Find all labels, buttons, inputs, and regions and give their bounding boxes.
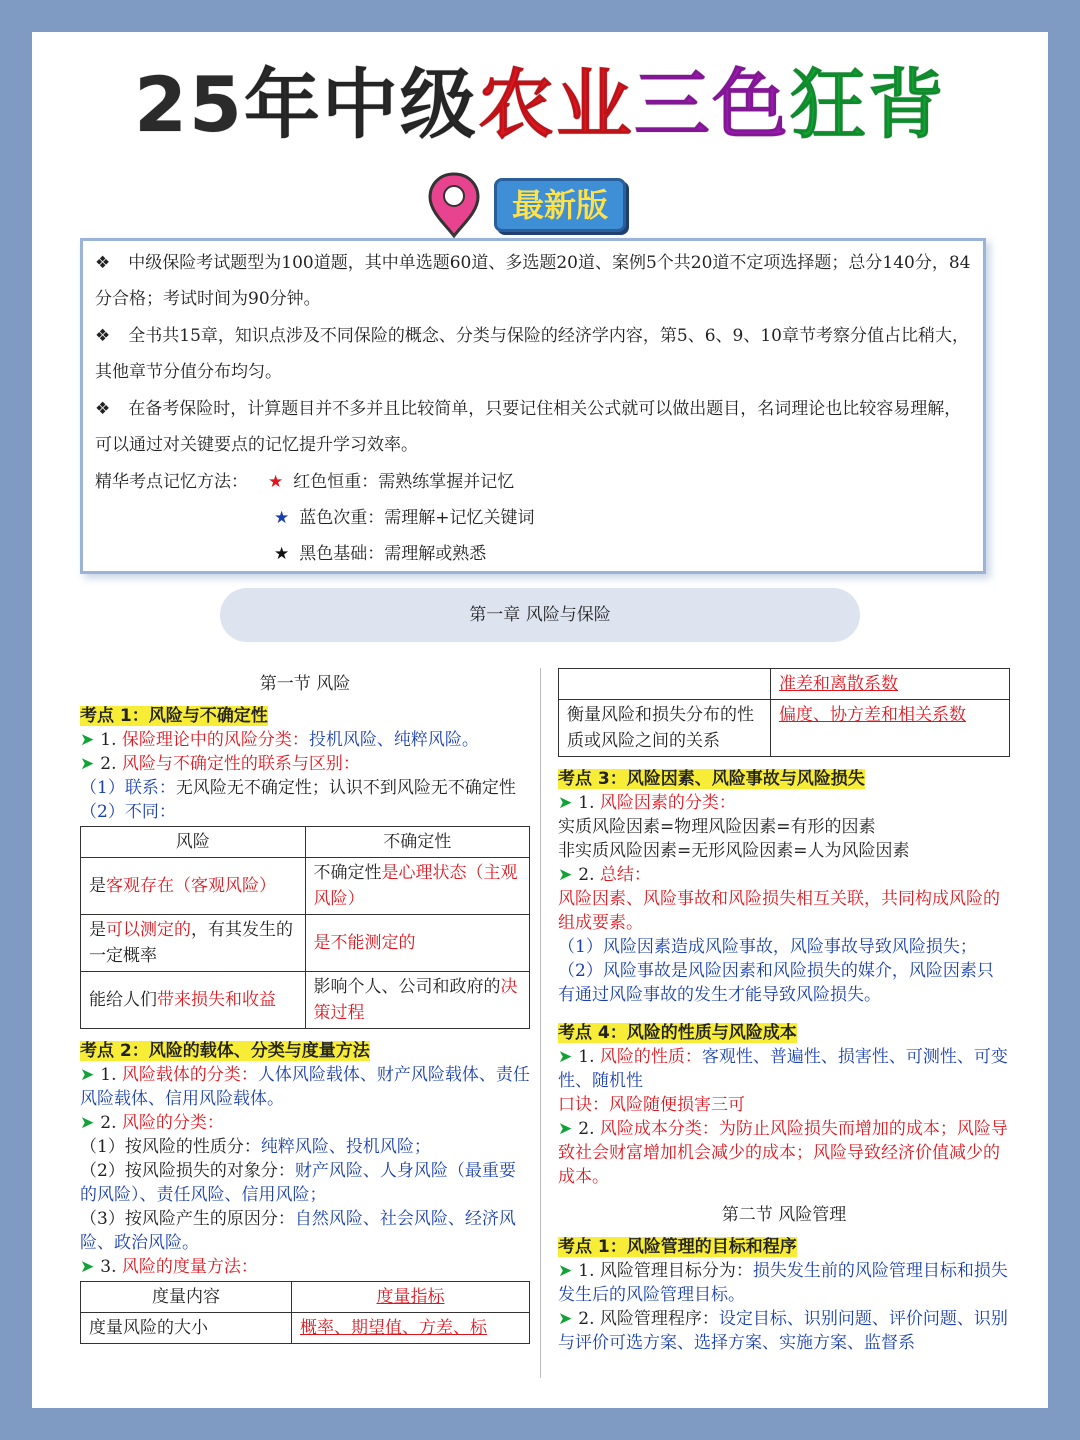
list-item: ➤ 2. 总结： — [558, 865, 651, 885]
table-cell: 影响个人、公司和政府的决策过程 — [305, 972, 530, 1029]
table-header: 度量指标 — [292, 1282, 530, 1313]
page-title — [32, 60, 1048, 150]
table-cell: 度量风险的大小 — [81, 1313, 292, 1344]
list-item: ➤ 2. 风险的分类： — [80, 1113, 224, 1133]
table-cell: 是不能测定的 — [305, 915, 530, 972]
arrow-bullet-icon: ➤ — [80, 1257, 95, 1277]
list-item: ➤ 1. 风险的性质：客观性、普遍性、损害性、可测性、可变性、随机性 — [558, 1047, 1008, 1091]
table-header: 度量内容 — [81, 1282, 292, 1313]
arrow-bullet-icon: ➤ — [558, 1047, 573, 1067]
column-divider — [540, 668, 541, 1378]
list-item: 非实质风险因素=无形风险因素=人为风险因素 — [558, 841, 910, 861]
table-row — [81, 972, 530, 1029]
list-item: ➤ 3. 风险的度量方法： — [80, 1257, 258, 1277]
arrow-bullet-icon: ➤ — [558, 1309, 573, 1329]
memory-method-row-1: 精华考点记忆方法： ★ 红色恒重：需熟练掌握并记忆 — [95, 472, 515, 492]
list-item: 实质风险因素=物理风险因素=有形的因素 — [558, 817, 876, 837]
table-cell: 是客观存在（客观风险） — [81, 858, 306, 915]
table-row — [81, 1282, 530, 1313]
arrow-bullet-icon: ➤ — [80, 1113, 95, 1133]
table-cell: 准差和离散系数 — [770, 669, 1009, 700]
table-row — [81, 858, 530, 915]
left-column — [80, 668, 530, 1350]
right-column — [558, 668, 1010, 1355]
title-part-1: 25年中级 — [134, 60, 478, 149]
list-item: ➤ 2. 风险管理程序：设定目标、识别问题、评价问题、识别与评价可选方案、选择方案、实施方案、监督系 — [558, 1309, 1008, 1353]
arrow-bullet-icon: ➤ — [80, 754, 95, 774]
list-item: ➤ 2. 风险与不确定性的联系与区别： — [80, 754, 360, 774]
location-pin-icon — [424, 170, 484, 240]
diamond-bullet-icon: ❖ — [95, 326, 111, 346]
keypoint-heading: 考点 1：风险管理的目标和程序 — [558, 1237, 797, 1257]
list-item: （1）风险因素造成风险事故，风险事故导致风险损失； — [558, 937, 977, 957]
red-star-icon: ★ — [268, 472, 284, 492]
list-item: 口诀：风险随便损害三可 — [558, 1095, 745, 1115]
table-row — [559, 700, 1010, 757]
memory-method-row-3: ★ 黑色基础：需理解或熟悉 — [274, 544, 487, 564]
diamond-bullet-icon: ❖ — [95, 399, 111, 419]
list-item: ➤ 1. 保险理论中的风险分类：投机风险、纯粹风险。 — [80, 730, 479, 750]
arrow-bullet-icon: ➤ — [558, 1119, 573, 1139]
arrow-bullet-icon: ➤ — [558, 1261, 573, 1281]
list-item: （3）按风险产生的原因分：自然风险、社会风险、经济风险、政治风险。 — [80, 1209, 516, 1253]
table-row — [81, 915, 530, 972]
blue-star-icon: ★ — [274, 508, 290, 528]
table-header: 不确定性 — [305, 827, 530, 858]
badge-row — [32, 170, 1048, 240]
risk-measurement-table-continued — [558, 668, 1010, 757]
list-item: ➤ 1. 风险载体的分类：人体风险载体、财产风险载体、责任风险载体、信用风险载体。 — [80, 1065, 530, 1109]
keypoint-heading: 考点 4：风险的性质与风险成本 — [558, 1023, 797, 1043]
list-item: （2）风险事故是风险因素和风险损失的媒介，风险因素只有通过风险事故的发生才能导致风险损失。 — [558, 961, 994, 1005]
table-row — [559, 669, 1010, 700]
memory-method-row-2: ★ 蓝色次重：需理解+记忆关键词 — [274, 508, 535, 528]
table-cell: 不确定性是心理状态（主观风险） — [305, 858, 530, 915]
keypoint-heading: 考点 1：风险与不确定性 — [80, 706, 268, 726]
table-cell: 能给人们带来损失和收益 — [81, 972, 306, 1029]
title-part-2: 农业 — [477, 60, 634, 149]
table-cell — [559, 669, 771, 700]
list-item: （1）联系：无风险无不确定性；认识不到风险无不确定性 — [80, 778, 516, 798]
table-cell: 衡量风险和损失分布的性质或风险之间的关系 — [559, 700, 771, 757]
list-item: ➤ 1. 风险管理目标分为：损失发生前的风险管理目标和损失发生后的风险管理目标。 — [558, 1261, 1008, 1305]
arrow-bullet-icon: ➤ — [80, 730, 95, 750]
section-heading: 第二节 风险管理 — [721, 1205, 847, 1225]
list-item: （2）不同： — [80, 802, 176, 822]
keypoint-heading: 考点 2：风险的载体、分类与度量方法 — [80, 1041, 370, 1061]
arrow-bullet-icon: ➤ — [80, 1065, 95, 1085]
chapter-heading: 第一章 风险与保险 — [220, 588, 860, 642]
section-heading: 第一节 风险 — [259, 674, 351, 694]
intro-box — [80, 238, 986, 574]
risk-measurement-table — [80, 1281, 530, 1344]
list-item: 风险因素、风险事故和风险损失相互关联，共同构成风险的组成要素。 — [558, 889, 1000, 933]
title-part-3: 三色 — [633, 60, 790, 149]
page — [32, 32, 1048, 1408]
latest-version-badge: 最新版 — [494, 178, 626, 232]
intro-item-2: ❖ 全书共15章，知识点涉及不同保险的概念、分类与保险的经济学内容，第5、6、9、10章节考察分值占比稍大，其他章节分值分布均匀。 — [95, 326, 969, 382]
list-item: ➤ 2. 风险成本分类：为防止风险损失而增加的成本；风险导致社会财富增加机会减少的成本；风险导致经济价值减少的成本。 — [558, 1119, 1008, 1187]
diamond-bullet-icon: ❖ — [95, 253, 111, 273]
table-header: 风险 — [81, 827, 306, 858]
black-star-icon: ★ — [274, 544, 290, 564]
memory-method-label: 精华考点记忆方法： — [95, 472, 248, 492]
table-cell: 概率、期望值、方差、标 — [292, 1313, 530, 1344]
table-cell: 偏度、协方差和相关系数 — [770, 700, 1009, 757]
list-item: （2）按风险损失的对象分：财产风险、人身风险（最重要的风险）、责任风险、信用风险； — [80, 1161, 516, 1205]
arrow-bullet-icon: ➤ — [558, 793, 573, 813]
intro-item-3: ❖ 在备考保险时，计算题目并不多并且比较简单，只要记住相关公式就可以做出题目，名词理论也比较容易理解，可以通过对关键要点的记忆提升学习效率。 — [95, 399, 962, 455]
intro-item-1: ❖ 中级保险考试题型为100道题，其中单选题60道、多选题20道、案例5个共20道不定项选择题；总分140分，84分合格；考试时间为90分钟。 — [95, 253, 971, 309]
list-item: （1）按风险的性质分：纯粹风险、投机风险； — [80, 1137, 431, 1157]
title-part-4: 狂背 — [789, 60, 946, 149]
list-item: ➤ 1. 风险因素的分类： — [558, 793, 736, 813]
table-row — [81, 827, 530, 858]
arrow-bullet-icon: ➤ — [558, 865, 573, 885]
table-cell: 是可以测定的，有其发生的一定概率 — [81, 915, 306, 972]
table-row — [81, 1313, 530, 1344]
keypoint-heading: 考点 3：风险因素、风险事故与风险损失 — [558, 769, 865, 789]
risk-uncertainty-table — [80, 826, 530, 1029]
